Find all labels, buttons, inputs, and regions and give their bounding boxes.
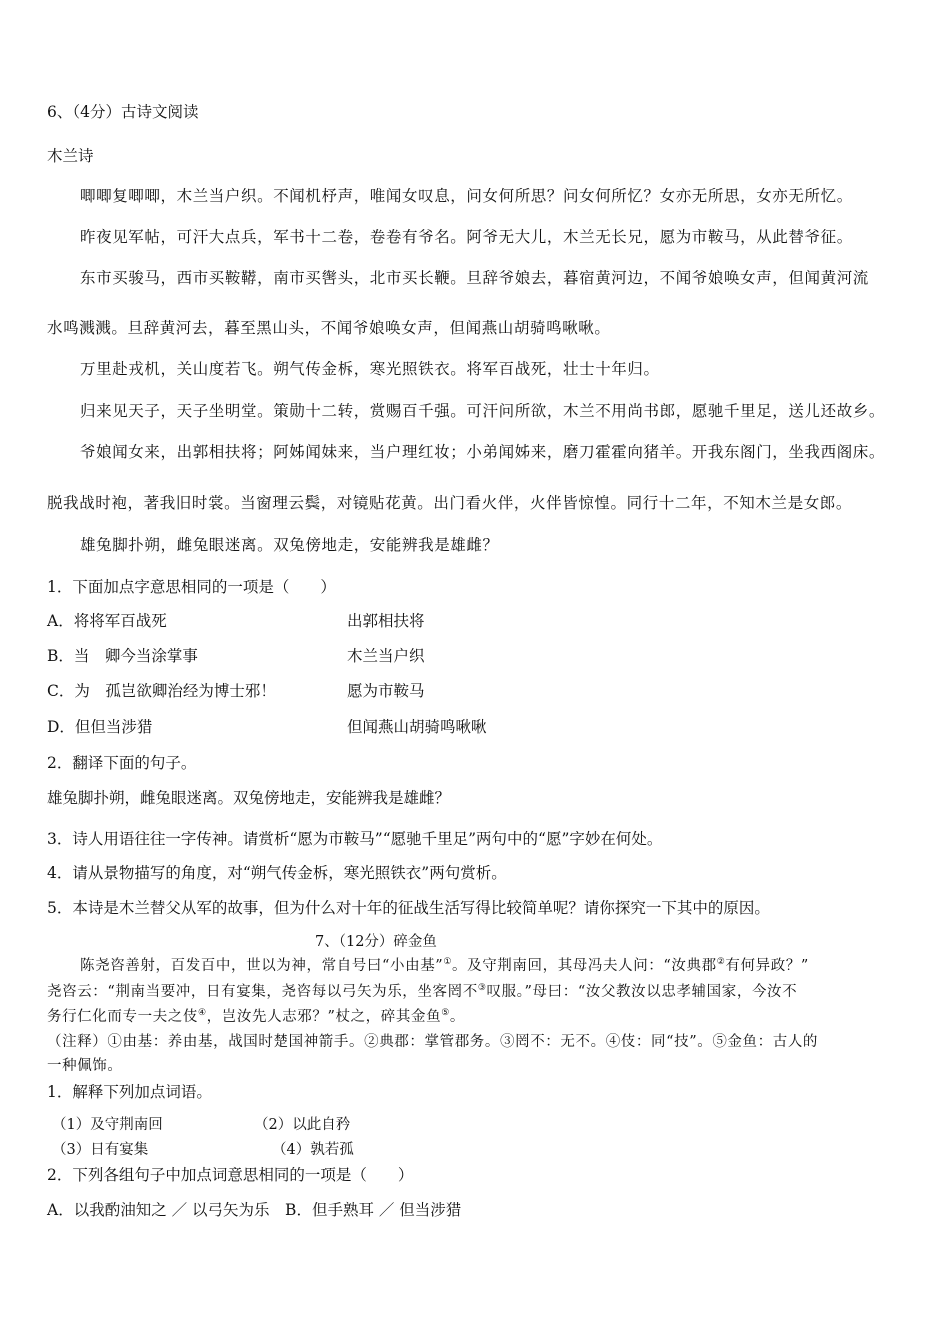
q6-3: 3．诗人用语往往一字传神。请赏析“愿为市鞍马”“愿驰千里足”两句中的“愿”字妙在何处。 [47,830,663,848]
q7-annotation: （注释）①由基：养由基，战国时楚国神箭手。②典郡：掌管郡务。③罔不：无不。④伎：同“技”。⑤金鱼：古人的 [47,1034,819,1050]
option-b-left: B．当 卿今当涂掌事 [47,647,198,665]
footnote-marker: ③ [477,983,487,994]
option-d [47,717,907,737]
poem-line: 归来见天子，天子坐明堂。策勋十二转，赏赐百千强。可汗问所欲，木兰不用尚书郎，愿驰千里足，送儿还故乡。 [80,402,886,420]
option-a-left: A．将将军百战死 [47,612,167,630]
q7-heading: 7、（12分）碎金鱼 [315,934,437,950]
option-a-right: 出郭相扶将 [347,612,425,630]
q7-annotation: 一种佩饰。 [47,1058,123,1074]
q7-passage-line [47,982,797,1002]
poem-line: 东市买骏马，西市买鞍鞯，南市买辔头，北市买长鞭。旦辞爷娘去，暮宿黄河边，不闻爷娘唤女声，但闻黄河流 [80,269,869,287]
option-c [47,681,907,701]
passage-text: 务行仁化而专一夫之伎 [47,1009,198,1025]
q7-1-item-3: （3）日有宴集 [52,1142,149,1158]
option-d-left: D．但但当涉猎 [47,718,153,736]
poem-line: 水鸣溅溅。旦辞黄河去，暮至黑山头，不闻爷娘唤女声，但闻燕山胡骑鸣啾啾。 [47,319,611,337]
passage-text: 。及守荆南回，其母冯夫人问：“汝典郡 [452,958,717,974]
option-d-right: 但闻燕山胡骑鸣啾啾 [347,718,487,736]
option-c-right: 愿为市鞍马 [347,682,425,700]
poem-line: 爷娘闻女来，出郭相扶将；阿姊闻妹来，当户理红妆；小弟闻姊来，磨刀霍霍向猪羊。开我东阁门，坐我西阁床。 [80,443,886,461]
option-b-right: 木兰当户织 [347,647,425,665]
passage-text: 。 [449,1009,465,1025]
q6-1-stem: 1．下面加点字意思相同的一项是（ ） [47,578,336,596]
footnote-marker: ④ [198,1008,207,1019]
poem-line: 万里赴戎机，关山度若飞。朔气传金柝，寒光照铁衣。将军百战死，壮士十年归。 [80,360,660,378]
footnote-marker: ② [716,957,726,968]
q7-1-item-2: （2）以此自矜 [254,1117,351,1133]
q6-2-sentence: 雄兔脚扑朔，雌兔眼迷离。双兔傍地走，安能辨我是雄雌？ [47,789,451,807]
q7-passage-line [47,1007,465,1027]
passage-text: 尧咨云：“荆南当要冲，日有宴集，尧咨每以弓矢为乐，坐客罔不 [47,984,478,1000]
passage-text: ，岂汝先人志邪？”杖之，碎其金鱼 [206,1009,442,1025]
q7-2-stem: 2．下列各组句子中加点词意思相同的一项是（ ） [47,1166,414,1184]
poem-line: 雄兔脚扑朔，雌兔眼迷离。双兔傍地走，安能辨我是雄雌？ [80,536,499,554]
passage-text: 叹服。”母曰：“汝父教汝以忠孝辅国家，今汝不 [486,984,798,1000]
poem-line: 脱我战时袍，著我旧时裳。当窗理云鬓，对镜贴花黄。出门看火伴，火伴皆惊惶。同行十二年，不知木兰是女郎。 [47,494,853,512]
footnote-marker: ⑤ [441,1008,450,1019]
option-b [47,646,907,666]
option-c-left: C．为 孤岂欲卿治经为博士邪！ [47,682,276,700]
poem-title: 木兰诗 [47,147,94,165]
q6-4: 4．请从景物描写的角度，对“朔气传金柝，寒光照铁衣”两句赏析。 [47,864,507,882]
q7-1-item-1: （1）及守荆南回 [52,1117,163,1133]
passage-text: 陈尧咨善射，百发百中，世以为神，常自号曰“小由基” [80,958,444,974]
q7-passage-line [80,956,809,976]
q7-2-options: A．以我酌油知之 ／ 以弓矢为乐 B．但手熟耳 ／ 但当涉猎 [47,1201,462,1219]
q7-1-item-4: （4）孰若孤 [272,1142,354,1158]
q6-heading: 6、（4分）古诗文阅读 [47,103,199,121]
poem-line: 昨夜见军帖，可汗大点兵，军书十二卷，卷卷有爷名。阿爷无大儿，木兰无长兄，愿为市鞍马，从此替爷征。 [80,228,853,246]
q7-1-stem: 1．解释下列加点词语。 [47,1083,212,1101]
q6-5: 5．本诗是木兰替父从军的故事，但为什么对十年的征战生活写得比较简单呢？请你探究一下其中的原因。 [47,899,770,917]
footnote-marker: ① [443,957,452,968]
poem-line: 唧唧复唧唧，木兰当户织。不闻机杼声，唯闻女叹息，问女何所思？问女何所忆？女亦无所思，女亦无所忆。 [80,187,853,205]
passage-text: 有何异政？” [725,958,809,974]
q6-2-stem: 2．翻译下面的句子。 [47,754,197,772]
option-a [47,611,907,631]
